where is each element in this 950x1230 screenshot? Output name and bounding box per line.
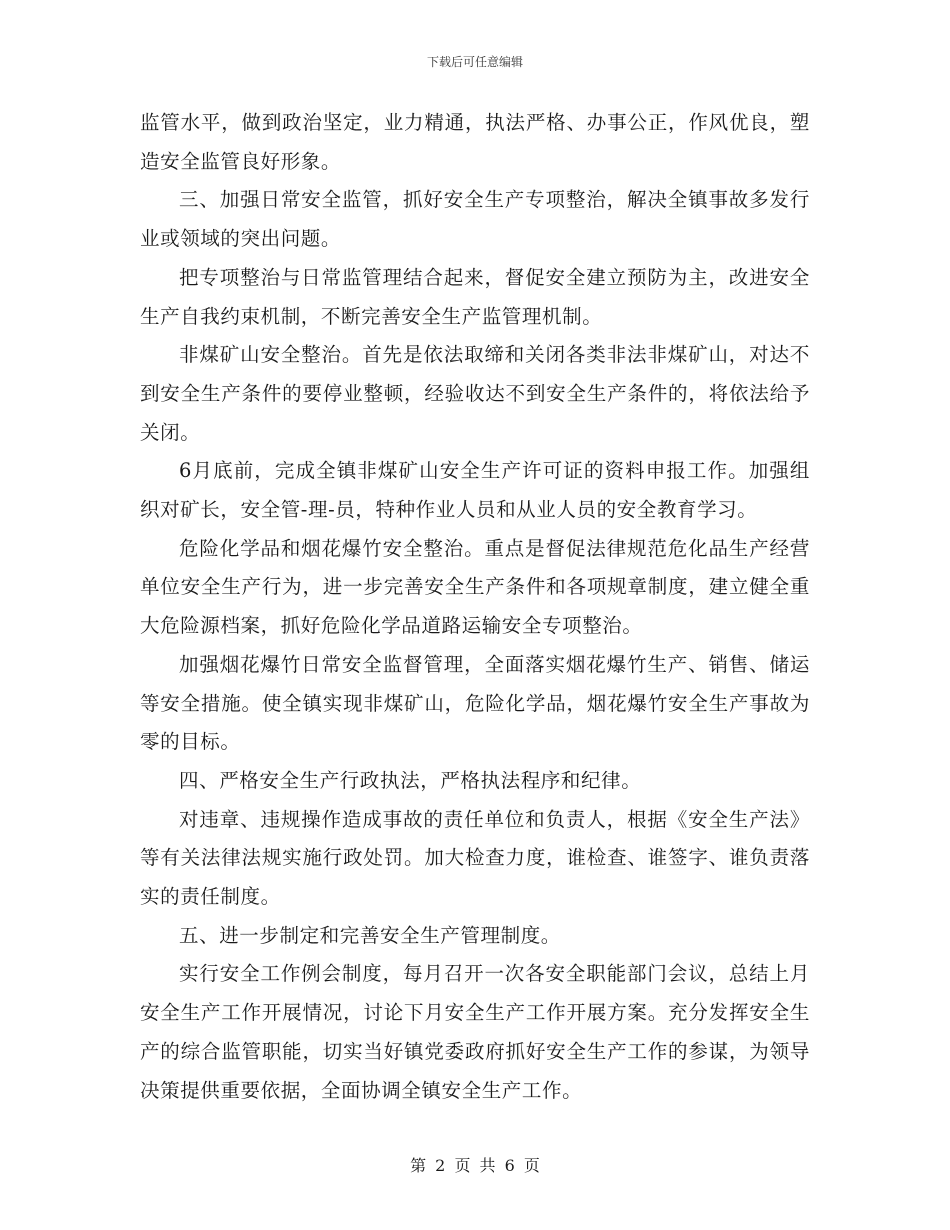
paragraph: 加强烟花爆竹日常安全监督管理，全面落实烟花爆竹生产、销售、储运等安全措施。使全镇实现非煤矿山，危险化学品，烟花爆竹安全生产事故为零的目标。 — [140, 652, 810, 754]
paragraph: 实行安全工作例会制度，每月召开一次各安全职能部门会议，总结上月安全生产工作开展情况，讨论下月安全生产工作开展方案。充分发挥安全生产的综合监管职能，切实当好镇党委政府抓好安全生产工作的参谋，为领导决策提供重要依据，全面协调全镇安全生产工作。 — [140, 962, 810, 1102]
section-heading: 五、进一步制定和完善安全生产管理制度。 — [179, 923, 561, 947]
page-number-footer: 第 2 页 共 6 页 — [410, 1156, 540, 1175]
paragraph: 对违章、违规操作造成事故的责任单位和负责人，根据《安全生产法》等有关法律法规实施行政处罚。加大检查力度，谁检查、谁签字、谁负责落实的责任制度。 — [140, 807, 810, 909]
page-header: 下载后可任意编辑 — [426, 55, 523, 69]
paragraph: 把专项整治与日常监管理结合起来，督促安全建立预防为主，改进安全生产自我约束机制，不断完善安全生产监管理机制。 — [140, 265, 810, 328]
paragraph: 监管水平，做到政治坚定，业力精通，执法严格、办事公正，作风优良，塑造安全监管良好形象。 — [140, 111, 810, 173]
document-body — [140, 104, 810, 1110]
section-heading: 三、加强日常安全监管，抓好安全生产专项整治，解决全镇事故多发行业或领域的突出问题。 — [140, 188, 810, 251]
section-heading: 四、严格安全生产行政执法，严格执法程序和纪律。 — [179, 768, 642, 792]
paragraph: 6月底前，完成全镇非煤矿山安全生产许可证的资料申报工作。加强组织对矿长，安全管-理-员，特种作业人员和从业人员的安全教育学习。 — [140, 459, 810, 522]
paragraph: 危险化学品和烟花爆竹安全整治。重点是督促法律规范危化品生产经营单位安全生产行为，进一步完善安全生产条件和各项规章制度，建立健全重大危险源档案，抓好危险化学品道路运输安全专项整治。 — [140, 536, 810, 638]
paragraph: 非煤矿山安全整治。首先是依法取缔和关闭各类非法非煤矿山，对达不到安全生产条件的要停业整顿，经验收达不到安全生产条件的，将依法给予关闭。 — [140, 343, 810, 444]
